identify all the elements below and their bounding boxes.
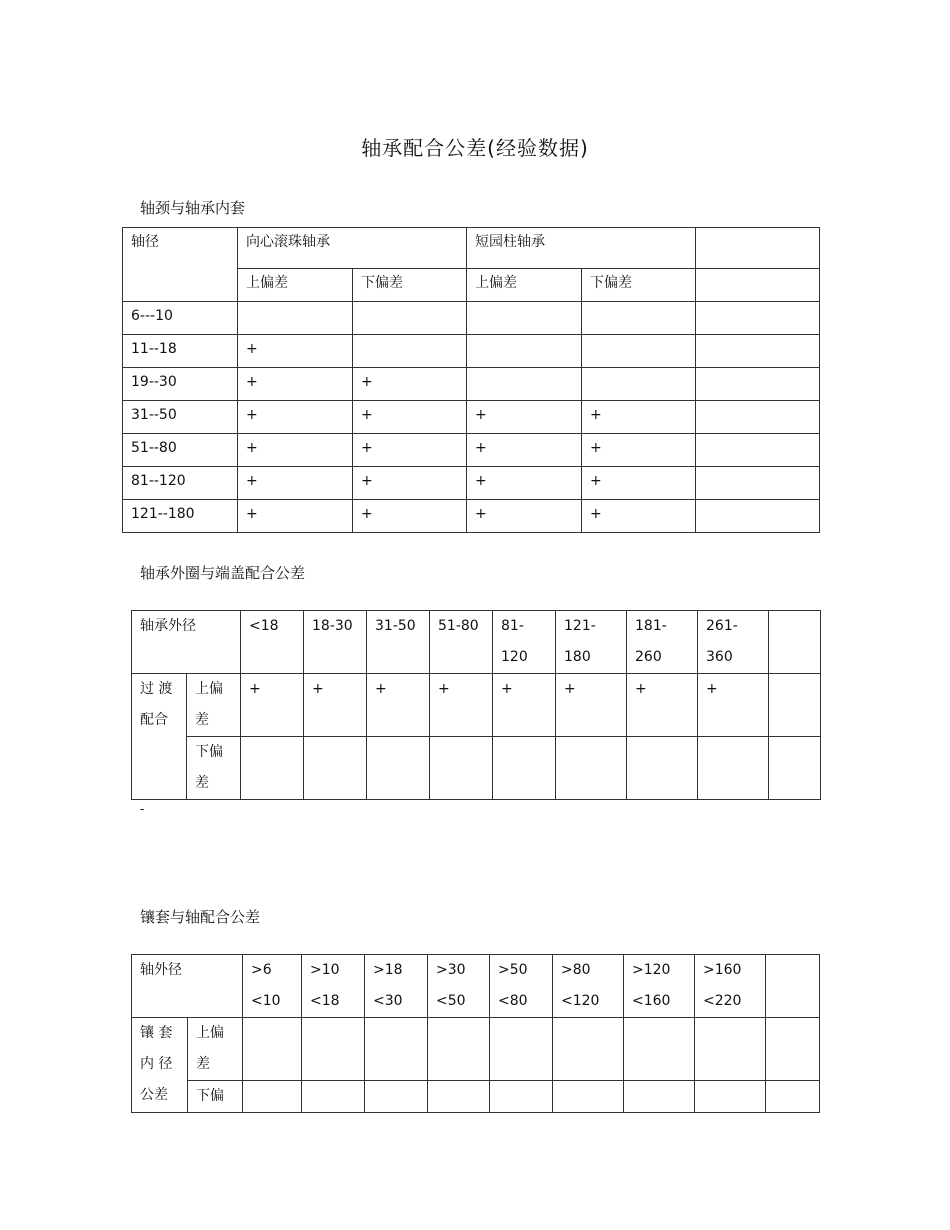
table-cell [556,737,627,800]
table-cell [353,335,467,368]
range-cell: >160 <220 [695,955,766,1018]
table-cell [302,1081,365,1113]
range-cell: 261- 360 [698,611,769,674]
table-cell: + [627,674,698,737]
header-empty [696,228,820,269]
table-cell: + [467,434,582,467]
table-cell: + [493,674,556,737]
table-cell [243,1081,302,1113]
table-row [123,434,820,467]
range-cell [766,955,820,1018]
table-cell [624,1081,695,1113]
table-row [132,1018,820,1081]
table-cell [243,1018,302,1081]
table-cell: + [467,467,582,500]
table-cell: + [353,467,467,500]
table-cell: + [353,401,467,434]
table-cell [769,737,821,800]
table-cell: + [367,674,430,737]
table-cell [766,1081,820,1113]
table-cell [367,737,430,800]
lower-deviation-label: 下偏 [188,1081,243,1113]
table-cell: + [556,674,627,737]
table-cell: + [582,500,696,533]
table-cell [493,737,556,800]
range-cell: 81- 120 [493,611,556,674]
section-title-journal: 轴颈与轴承内套 [140,199,246,217]
table-cell: + [430,674,493,737]
range-cell: 31-50 [367,611,430,674]
table-cell [430,737,493,800]
table-cell [302,1018,365,1081]
table-cell [769,674,821,737]
table-cell: + [304,674,367,737]
table-cell [582,368,696,401]
header-shaft-diameter: 轴径 [123,228,238,302]
table-cell [467,368,582,401]
table-header-row [123,228,820,269]
table-cell [553,1081,624,1113]
range-cell: >6 <10 [243,955,302,1018]
header-outer-diameter: 轴承外径 [132,611,241,674]
range-cell: 18-30 [304,611,367,674]
subheader-lower: 下偏差 [353,269,467,302]
range-cell: 51-80 [430,611,493,674]
table-row [123,302,820,335]
table-cell [490,1081,553,1113]
table-note: - [140,802,145,816]
range-cell: >10 <18 [302,955,365,1018]
header-roller-bearing: 短园柱轴承 [467,228,696,269]
range-cell: >30 <50 [428,955,490,1018]
table-cell [627,737,698,800]
table-cell: + [353,434,467,467]
table-cell [582,335,696,368]
table-cell [696,335,820,368]
table-cell [365,1018,428,1081]
range-cell: <18 [241,611,304,674]
table-cell: + [238,500,353,533]
header-ball-bearing: 向心滚珠轴承 [238,228,467,269]
table-cell: + [582,401,696,434]
range-cell: >120 <160 [624,955,695,1018]
group-label-sleeve-bore: 镶 套 内 径 公差 [132,1018,188,1113]
row-label: 31--50 [123,401,238,434]
table-cell: + [698,674,769,737]
range-cell: >18 <30 [365,955,428,1018]
table-cell [696,302,820,335]
table-cell [428,1018,490,1081]
table-row [123,401,820,434]
table-cell [696,401,820,434]
table-cell: + [238,368,353,401]
lower-deviation-label: 下偏 差 [187,737,241,800]
table-cell [695,1081,766,1113]
upper-deviation-label: 上偏 差 [187,674,241,737]
table-cell: + [238,335,353,368]
table-cell: + [582,434,696,467]
table-row [132,737,821,800]
table-cell [696,500,820,533]
group-label-transition-fit: 过 渡 配合 [132,674,187,800]
table-row [132,674,821,737]
table-header-row [132,955,820,1018]
table-cell [695,1018,766,1081]
table-cell: + [353,368,467,401]
table-header-row [132,611,821,674]
row-label: 6---10 [123,302,238,335]
row-label: 51--80 [123,434,238,467]
table-row [123,335,820,368]
table-cell [353,302,467,335]
page-title: 轴承配合公差(经验数据) [361,136,589,160]
range-cell: >50 <80 [490,955,553,1018]
section-title-sleeve: 镶套与轴配合公差 [140,908,261,926]
table-cell: + [238,401,353,434]
header-shaft-outer-diameter: 轴外径 [132,955,243,1018]
table-cell [428,1081,490,1113]
outer-ring-cover-table [131,610,821,800]
row-label: 121--180 [123,500,238,533]
table-cell [467,335,582,368]
table-cell [553,1018,624,1081]
subheader-empty [696,269,820,302]
table-cell [241,737,304,800]
table-row [132,1081,820,1113]
table-cell: + [238,467,353,500]
journal-inner-ring-table [122,227,820,533]
table-row [123,500,820,533]
table-cell [698,737,769,800]
table-cell [624,1018,695,1081]
table-cell [696,368,820,401]
section-title-outer-ring: 轴承外圈与端盖配合公差 [140,564,306,582]
row-label: 19--30 [123,368,238,401]
table-cell: + [467,401,582,434]
sleeve-shaft-table [131,954,820,1113]
table-cell: + [582,467,696,500]
row-label: 81--120 [123,467,238,500]
subheader-upper: 上偏差 [238,269,353,302]
table-cell: + [241,674,304,737]
upper-deviation-label: 上偏 差 [188,1018,243,1081]
range-cell [769,611,821,674]
table-cell [365,1081,428,1113]
table-cell [467,302,582,335]
table-row [123,467,820,500]
table-cell [696,467,820,500]
table-cell: + [238,434,353,467]
subheader-upper: 上偏差 [467,269,582,302]
range-cell: 121- 180 [556,611,627,674]
table-cell [238,302,353,335]
table-cell [582,302,696,335]
table-cell [766,1018,820,1081]
table-row [123,368,820,401]
table-cell: + [353,500,467,533]
row-label: 11--18 [123,335,238,368]
table-cell [490,1018,553,1081]
table-cell [304,737,367,800]
table-cell [696,434,820,467]
subheader-lower: 下偏差 [582,269,696,302]
range-cell: >80 <120 [553,955,624,1018]
range-cell: 181- 260 [627,611,698,674]
table-cell: + [467,500,582,533]
